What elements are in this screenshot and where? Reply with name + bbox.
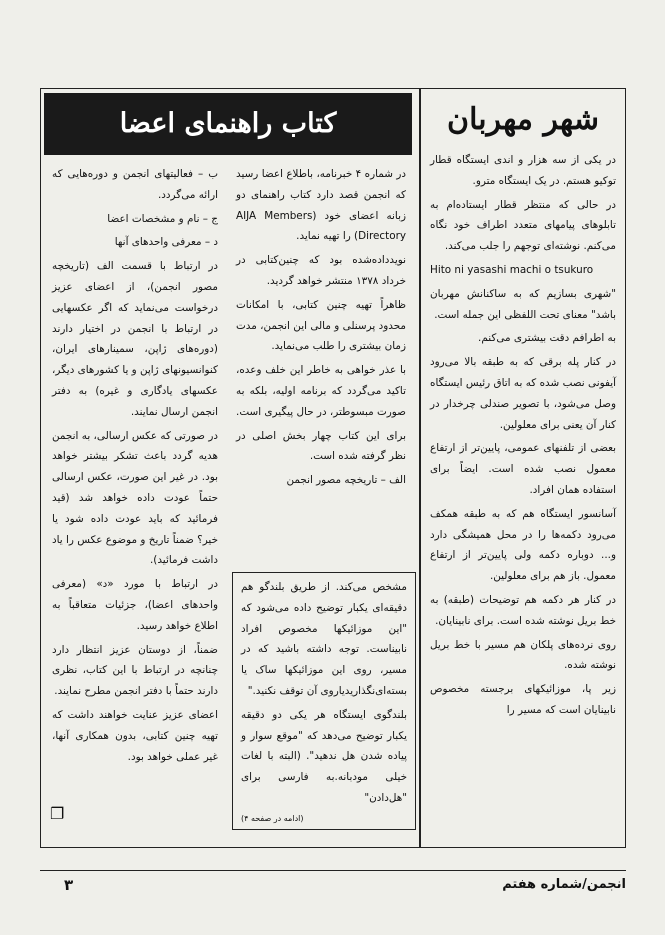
continued-note: (ادامه در صفحه ۴): [241, 813, 304, 823]
page-number: ۳: [64, 876, 74, 894]
footer-publication: انجمن/شماره هفتم: [502, 877, 626, 892]
paragraph: "شهری بسازیم که به ساکنانش مهربان باشد" معنای تحت اللفظی این جمله است.: [430, 287, 616, 321]
japanese-slogan: Hito ni yasashi machi o tsukuro: [430, 263, 594, 276]
paragraph: د – معرفی واحدهای آنها: [114, 236, 218, 249]
footer-rule: [40, 870, 626, 871]
paragraph: برای این کتاب چهار بخش اصلی در نظر گرفته شده است.: [236, 429, 406, 463]
paragraph: در ارتباط با مورد «د» (معرفی واحدهای اعضا)، جزئیات متعاقباً به اطلاع خواهد رسید.: [52, 578, 218, 632]
paragraph: ب – فعالیتهای انجمن و دوره‌هایی که ارائه می‌گردد.: [52, 168, 218, 201]
paragraph: زیر پا، موزائیکهای برجسته مخصوص نابینایان است که مسیر را: [430, 683, 616, 716]
paragraph: ضمناً، از دوستان عزیز انتظار دارد چنانچه در ارتباط با این کتاب، نظری دارند حتماً با دفتر انجمن مطرح نمایند.: [52, 643, 218, 698]
directory-article-column-a: [228, 164, 414, 566]
paragraph: ج – نام و مشخصات اعضا: [107, 212, 218, 225]
paragraph: در یکی از سه هزار و اندی ایستگاه قطار توکیو هستم. در یک ایستگاه مترو.: [430, 154, 616, 187]
paragraph: در حالی که منتظر قطار ایستاده‌ام به تابلوهای پیامهای متعدد اطراف خود نگاه می‌کنم. نوشته‌ای توجهم را جلب می‌کند.: [430, 198, 616, 253]
paragraph: در کنار پله برقی که به طبقه بالا می‌رود آیفونی نصب شده که به اتاق رئیس ایستگاه وصل می‌شود، با تصویر صندلی چرخدار در کنار آن یعنی برای معلولین.: [430, 356, 616, 431]
paragraph: الف – تاریخچه مصور انجمن: [286, 474, 406, 487]
paragraph: ظاهراً تهیه چنین کتابی، با امکانات محدود پرسنلی و مالی این انجمن، مدت زمان بیشتری را طلب می‌نماید.: [236, 298, 406, 353]
paragraph: بلندگوی ایستگاه هر یکی دو دقیقه یکبار توضیح می‌دهد که "موقع سوار و پیاده شدن هل ندهید". (البته با لغات خیلی مودبانه.به فارسی برای "هل‌دادن": [241, 708, 407, 804]
paragraph: روی نرده‌های پلکان هم مسیر با خط بریل نوشته شده.: [430, 638, 616, 672]
paragraph: نویدداده‌شده بود که چنین‌کتابی در خرداد ۱۳۷۸ منتشر خواهد گردید.: [236, 254, 406, 287]
paragraph: بعضی از تلفنهای عمومی، پایین‌تر از ارتفاع معمول نصب شده است. ایضاً برای استفاده همان افراد.: [430, 442, 616, 496]
right-article-title: شهر مهربان: [447, 102, 599, 137]
paragraph: در کنار هر دکمه هم توضیحات (طبقه) به خط بریل نوشته شده است. برای نابینایان.: [430, 593, 616, 627]
paragraph: در صورتی که عکس ارسالی، به انجمن هدیه گردد باعث تشکر بیشتر خواهد بود. در غیر این صورت، عکس ارسالی حتماً عودت داده خواهد شد (قید فرمائید که باید عودت داده شود یا خیر؟ ضمناً تاریخ و موضوع عکس را یاد داشت فرمائید).: [52, 429, 218, 567]
paragraph: مشخص می‌کند. از طریق بلندگو هم دقیقه‌ای یکبار توضیح داده می‌شود که "این موزائیکها مخصوص افراد نابیناست. توجه داشته باشید که در مسیر، روی این موزائیکها ساک یا بسته‌ای‌نگذارید‌یاروی آن توقف نکنید.": [241, 581, 407, 697]
paragraph: با عذر خواهی به خاطر این خلف وعده، تاکید می‌گردد که برنامه اولیه، بلکه به صورت مبسوطتر، در حال پیگیری است.: [236, 364, 406, 418]
directory-article-column-b: [44, 164, 226, 844]
paragraph: در ارتباط با قسمت الف (تاریخچه مصور انجمن)، از اعضای عزیز درخواست می‌نماید که اگر عکسهایی در ارتباط با انجمن در اختیار دارند (دوره‌های ژاپن، سمینارهای ایران، کنوانسیونهای ژاپن و یا کشورهای دیگر، عکسهای یادگاری و غیره) به دفتر انجمن ارسال نمایند.: [51, 260, 218, 418]
paragraph: به اطرافم دقت بیشتری می‌کنم.: [478, 332, 616, 345]
end-of-article-mark: ❐: [50, 804, 65, 823]
paragraph: آسانسور ایستگاه هم که به طبقه همکف می‌رود دکمه‌ها را در محل همیشگی دارد و... دوباره دکمه ولی پایین‌تر از ارتفاع معمول. باز هم برای معلولین.: [430, 507, 616, 583]
directory-article-banner: کتاب راهنمای اعضا: [44, 93, 412, 155]
paragraph: در شماره ۴ خبرنامه، باطلاع اعضا رسید که انجمن قصد دارد کتاب راهنمای دو زبانه اعضای خود (AIJA Members Directory) را تهیه نماید.: [236, 168, 407, 243]
right-article-body: [422, 150, 624, 840]
continuation-box: [232, 572, 416, 830]
paragraph: اعضای عزیز عنایت خواهند داشت که تهیه چنین کتابی، بدون همکاری آنها، غیر عملی خواهد بود.: [52, 708, 218, 763]
